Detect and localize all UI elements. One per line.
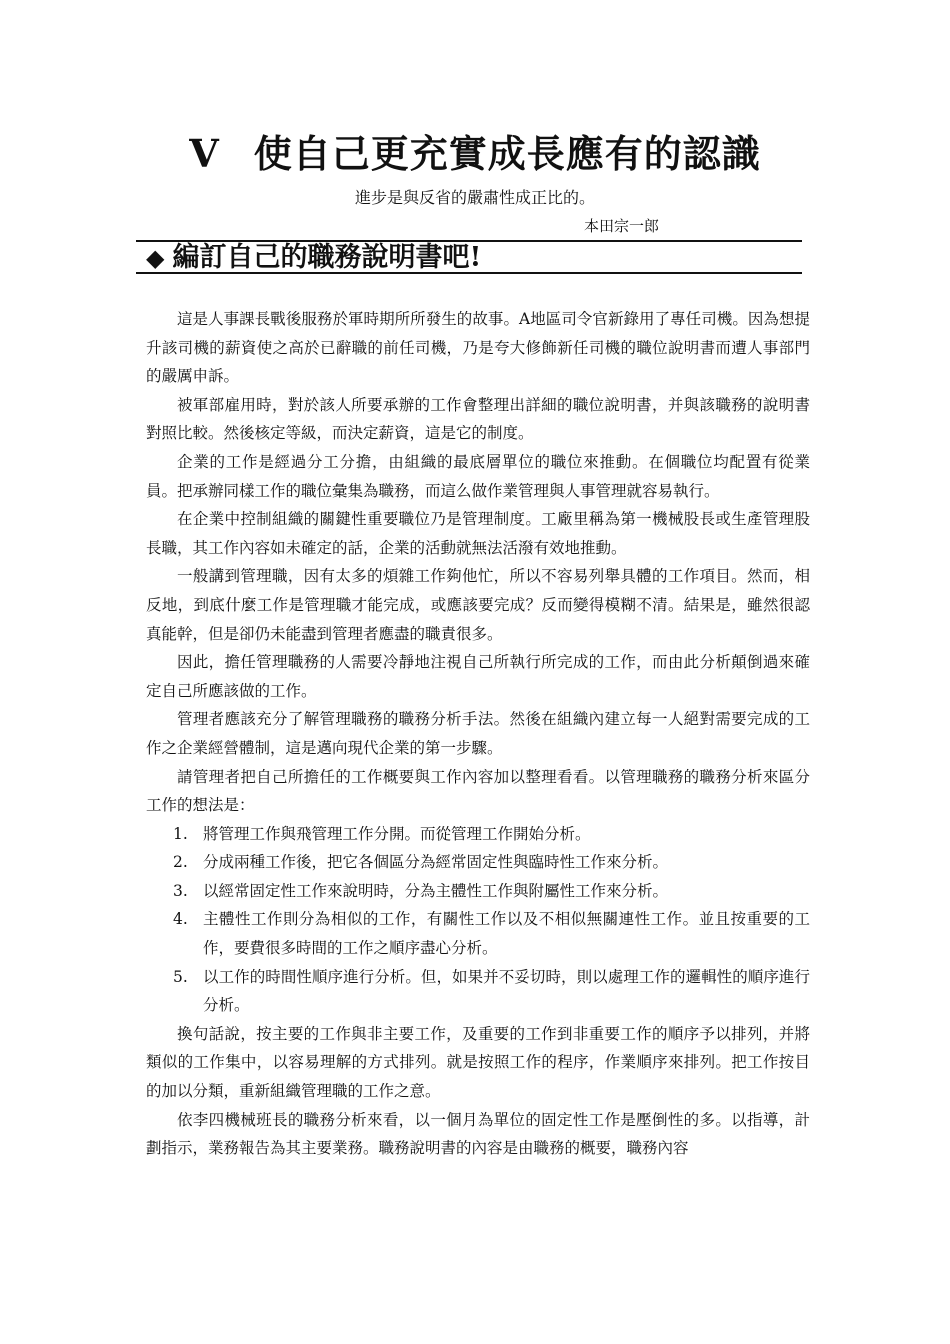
list-item-number: 2. <box>173 853 188 872</box>
list-item-text: 分成兩種工作後，把它各個區分為經常固定性與臨時性工作來分析。 <box>203 853 669 872</box>
list-item-number: 5. <box>173 967 188 986</box>
list-item <box>146 905 810 962</box>
section-heading <box>146 242 481 274</box>
paragraph: 換句話說，按主要的工作與非主要工作，及重要的工作到非重要工作的順序予以排列，并將類似的工作集中，以容易理解的方式排列。就是按照工作的程序，作業順序來排列。把工作按目的加以分類，重新組織管理職的工作之意。 <box>146 1024 810 1101</box>
list-item <box>146 963 810 1020</box>
body-text <box>146 305 810 1163</box>
paragraph: 被軍部雇用時，對於該人所要承辦的工作會整理出詳細的職位說明書，并與該職務的說明書對照比較。然後核定等級，而決定薪資，這是它的制度。 <box>146 395 810 443</box>
list-item <box>146 820 810 849</box>
paragraph: 一般講到管理職，因有太多的煩雜工作夠他忙，所以不容易列舉具體的工作項目。然而，相反地，到底什麼工作是管理職才能完成，或應該要完成？反而變得模糊不清。結果是，雖然很認真能幹，但是卻仍未能盡到管理者應盡的職責很多。 <box>146 567 810 643</box>
list-item-number: 3. <box>173 881 188 900</box>
epigraph-quote: 進步是與反省的嚴肅性成正比的。 <box>354 188 595 207</box>
list-item <box>146 877 810 906</box>
epigraph-author: 本田宗一郎 <box>584 217 660 235</box>
list-item <box>146 848 810 877</box>
list-item-text: 以工作的時間性順序進行分析。但，如果并不妥切時，則以處理工作的邏輯性的順序進行分析。 <box>203 967 810 1015</box>
list-item-number: 4. <box>173 910 188 929</box>
numbered-list <box>146 820 810 1020</box>
list-item-text: 主體性工作則分為相似的工作，有關性工作以及不相似無關連性工作。並且按重要的工作，要費很多時間的工作之順序盡心分析。 <box>203 910 810 958</box>
chapter-number: V <box>189 131 220 176</box>
paragraph: 管理者應該充分了解管理職務的職務分析手法。然後在組織內建立每一人絕對需要完成的工作之企業經營體制，這是邁向現代企業的第一步驟。 <box>146 710 810 757</box>
list-item-number: 1. <box>173 824 188 843</box>
diamond-bullet-icon: ◆ <box>146 243 165 272</box>
section-heading-text: 編訂自己的職務說明書吧! <box>172 242 482 273</box>
section-rule-bottom <box>136 272 802 274</box>
paragraph: 因此，擔任管理職務的人需要冷靜地注視自己所執行所完成的工作，而由此分析顛倒過來確定自己所應該做的工作。 <box>146 653 810 700</box>
paragraph: 請管理者把自己所擔任的工作概要與工作內容加以整理看看。以管理職務的職務分析來區分工作的想法是： <box>146 767 810 815</box>
chapter-title-text: 使自己更充實成長應有的認識 <box>253 131 761 176</box>
chapter-title <box>0 128 950 180</box>
paragraph: 這是人事課長戰後服務於軍時期所所發生的故事。A地區司令官新錄用了專任司機。因為想提升該司機的薪資使之高於已辭職的前任司機，乃是夸大修飾新任司機的職位說明書而遭人事部門的嚴厲申訴。 <box>146 310 810 386</box>
paragraph: 在企業中控制組織的關鍵性重要職位乃是管理制度。工廠里稱為第一機械股長或生產管理股長職，其工作內容如未確定的話，企業的活動就無法活潑有效地推動。 <box>146 510 810 557</box>
list-item-text: 以經常固定性工作來說明時，分為主體性工作與附屬性工作來分析。 <box>203 881 669 900</box>
paragraph: 企業的工作是經過分工分擔，由組織的最底層單位的職位來推動。在個職位均配置有從業員。把承辦同樣工作的職位彙集為職務，而這么做作業管理與人事管理就容易執行。 <box>146 452 810 500</box>
list-item-text: 將管理工作與飛管理工作分開。而從管理工作開始分析。 <box>203 824 591 843</box>
paragraph: 依李四機械班長的職務分析來看，以一個月為單位的固定性工作是壓倒性的多。以指導，計劃指示，業務報告為其主要業務。職務說明書的內容是由職務的概要，職務內容 <box>146 1110 810 1158</box>
